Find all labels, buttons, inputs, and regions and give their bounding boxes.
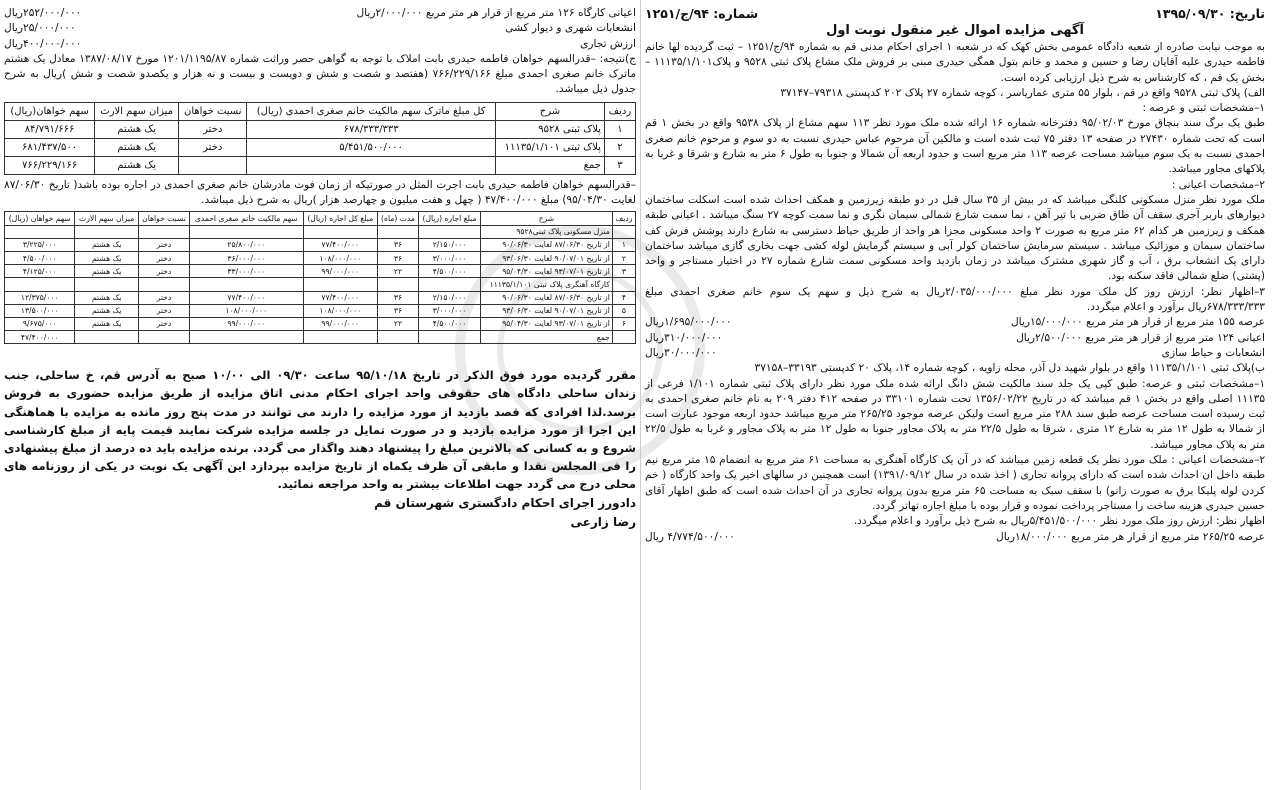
table-cell bbox=[418, 331, 480, 344]
table-cell: ۲ bbox=[612, 251, 635, 264]
number-label: شماره: ۹۴/ج/۱۲۵۱ bbox=[645, 6, 759, 21]
price-amount: ۳۰/۰۰۰/۰۰۰ریال bbox=[645, 346, 717, 359]
table-cell: ۷۷/۴۰۰/۰۰۰ bbox=[303, 291, 378, 304]
table-cell: ۳۶/۰۰۰/۰۰۰ bbox=[190, 251, 303, 264]
table-cell: یک هشتم bbox=[95, 156, 179, 174]
table-cell: جمع bbox=[496, 156, 605, 174]
table-cell bbox=[612, 331, 635, 344]
table-cell: دختر bbox=[138, 304, 189, 317]
table-cell: ۹۹/۰۰۰/۰۰۰ bbox=[303, 265, 378, 278]
table-row bbox=[5, 138, 636, 156]
table-cell: ۴۷/۴۰۰/۰۰۰ bbox=[5, 331, 75, 344]
table-row bbox=[5, 225, 636, 238]
table-cell bbox=[303, 225, 378, 238]
price-row bbox=[4, 21, 636, 36]
table-cell: ۶۷۸/۳۳۳/۳۳۳ bbox=[247, 120, 496, 138]
table-cell bbox=[190, 278, 303, 291]
table-cell bbox=[5, 278, 75, 291]
right-column bbox=[641, 0, 1273, 790]
table-row bbox=[5, 120, 636, 138]
table-row bbox=[5, 304, 636, 317]
price-label: اعیانی کارگاه ۱۲۶ متر مربع از قرار هر متر مربع ۲/۰۰۰/۰۰۰ریال bbox=[356, 7, 636, 19]
table-header-cell: سهم خواهان(ریال) bbox=[5, 102, 95, 120]
section-be: ب)پلاک ثبتی ۱۱۱۳۵/۱/۱۰۱ واقع در بلوار شهید دل آذر، محله زاویه ، کوچه شماره ۱۴، پلاک ۲۰ کدپستی ۳۳۱۹۳–۳۷۱۵۸ bbox=[754, 362, 1265, 375]
price-row bbox=[645, 315, 1265, 330]
table-cell: ۹۹/۰۰۰/۰۰۰ bbox=[190, 317, 303, 330]
table-cell: ۱۰۸/۰۰۰/۰۰۰ bbox=[303, 304, 378, 317]
price-row bbox=[4, 37, 636, 52]
table-cell: ۳ bbox=[612, 265, 635, 278]
table-cell bbox=[303, 331, 378, 344]
table-cell bbox=[378, 225, 419, 238]
table-cell: ۴/۵۰۰/۰۰۰ bbox=[418, 317, 480, 330]
table-cell: دختر bbox=[138, 251, 189, 264]
final-paragraph: مقرر گردیده مورد فوق الذکر در تاریخ ۹۵/۱۰/۱۸ ساعت ۰۹/۳۰ الی ۱۰/۰۰ صبح به آدرس قم، خ ساحلی، جنب زندان ساحلی دادگاه های حقوقی واحد اجرای احکام مدنی اتاق مزایده از طریق مزایده حضوری به فروش برسد.لذا افرادی که قصد بازدید از مورد مزایده را دارند می توانند در مدت پنج روز مانده به مزایده با هماهنگی این اجرا از مورد مزایده بازدید و در صورت تمایل در جلسه مزایده شرکت نمایند قیمت پایه از مبلغ کارشناسی شروع و به کسانی که بالاترین مبلغ را پیشنهاد دهند واگذار می گردد. برنده مزایده باید ده درصد از مبلغ پیشنهادی را فی المجلس نقدا و مابقی آن ظرف یکماه از تاریخ مزایده بپردازد این آگهی یک نوبت در یکی از روزنامه های محلی درج می گردد جهت اطلاعات بیشتر به واحد مراجعه نمائید. bbox=[4, 368, 636, 492]
table-cell: ۳۶ bbox=[378, 251, 419, 264]
price-label: اعیانی ۱۲۴ متر مربع از قرار هر متر مربع ۲/۵۰۰/۰۰۰ریال bbox=[1016, 331, 1265, 344]
table-cell: ۲۲ bbox=[378, 317, 419, 330]
signature-org: دادورز اجرای احکام دادگستری شهرستان قم bbox=[374, 495, 636, 510]
table-cell: دختر bbox=[179, 120, 247, 138]
price-row bbox=[645, 331, 1265, 346]
table-row bbox=[5, 156, 636, 174]
table-cell: ۵/۴۵۱/۵۰۰/۰۰۰ bbox=[247, 138, 496, 156]
table-cell bbox=[247, 156, 496, 174]
table-cell: یک هشتم bbox=[75, 265, 138, 278]
table-header-cell: سهم خواهان (ریال) bbox=[5, 212, 75, 225]
table-cell bbox=[75, 278, 138, 291]
price-amount: ۳۱۰/۰۰۰/۰۰۰ریال bbox=[645, 331, 723, 344]
table-cell: ۱ bbox=[612, 238, 635, 251]
price-label: انشعابات شهری و دیوار کشی bbox=[505, 22, 636, 35]
table-cell bbox=[138, 331, 189, 344]
table-cell bbox=[303, 278, 378, 291]
table-cell: ۹۹/۰۰۰/۰۰۰ bbox=[303, 317, 378, 330]
table-cell: ۳۳/۰۰۰/۰۰۰ bbox=[190, 265, 303, 278]
price-amount: ۱/۶۹۵/۰۰۰/۰۰۰ریال bbox=[645, 316, 732, 329]
price-label: انشعابات و حیاط سازی bbox=[1161, 346, 1265, 359]
table-cell: ۶ bbox=[612, 317, 635, 330]
table-cell: از تاریخ ۹۰/۰۷/۰۱ لغایت ۹۳/۰۶/۳۰ bbox=[481, 251, 613, 264]
table-cell: از تاریخ ۹۳/۰۷/۰۱ لغایت ۹۵/۰۴/۳۰ bbox=[481, 317, 613, 330]
table-cell: ۵ bbox=[612, 304, 635, 317]
section-b1-text: ۱–مشخصات ثبتی و عرصه: طبق کپی یک جلد سند مالکیت شش دانگ ارائه شده ملک مورد نظر دارای پلاک ثبتی شماره ۱/۱۰۱ فرعی از ۱۱۱۳۵ اصلی واقع در بخش ۱ قم میباشد که در تاریخ ۱۳۵۶/۰۲/۲۲ تحت شماره ۳۳۱۰۱ در صفحه ۴۱۲ دفتر ۲۰۹ به نام خانم صغری احمدی به ثبت رسیده است مساحت عرصه طبق سند ۲۸۸ متر مربع است ولیکن عرصه موجود ۲۶۵/۲۵ متر مربع میباشد حدود اربعه موجود عبارت است از شمالا به طول ۱۲ متر به شارع ۱۲ متری ، شرقا به طول ۲۲/۵ متر به پلاک مجاور جنوبا به طول ۱۲ متر به پلاک مجاور و غربا به طول ۲۲/۵ متر به پلاک مجاور میباشد. bbox=[645, 377, 1266, 451]
table-cell: ۹/۶۷۵/۰۰۰ bbox=[5, 317, 75, 330]
table-header-cell: شرح bbox=[481, 212, 613, 225]
table-cell: ۷۷/۴۰۰/۰۰۰ bbox=[303, 238, 378, 251]
signature-name: رضا زارعی bbox=[570, 514, 636, 529]
price-list-a bbox=[645, 315, 1265, 361]
table-cell: کارگاه آهنگری پلاک ثبتی ۱۱۱۳۵/۱/۱۰۱ bbox=[481, 278, 613, 291]
price-row bbox=[645, 530, 1265, 545]
table-header-cell: مبلغ کل اجاره (ریال) bbox=[303, 212, 378, 225]
date-label: تاریخ: ۱۳۹۵/۰۹/۳۰ bbox=[1155, 6, 1265, 21]
table-cell: یک هشتم bbox=[95, 138, 179, 156]
table-cell bbox=[179, 156, 247, 174]
table-cell: جمع bbox=[481, 331, 613, 344]
table-cell: ۲/۱۵۰/۰۰۰ bbox=[418, 291, 480, 304]
table-cell bbox=[612, 278, 635, 291]
table-cell bbox=[138, 278, 189, 291]
price-amount: ۴/۷۷۴/۵۰۰/۰۰۰ ریال bbox=[645, 530, 735, 543]
table-row bbox=[5, 251, 636, 264]
table-cell: ۳۶ bbox=[378, 304, 419, 317]
price-amount: ۴۰۰/۰۰۰/۰۰۰ریال bbox=[4, 37, 82, 50]
table-header-cell: میزان سهم الارث bbox=[75, 212, 138, 225]
rent-share-table bbox=[4, 211, 636, 344]
header-row bbox=[645, 6, 1265, 21]
price-label: عرصه ۲۶۵/۲۵ متر مربع از قرار هر متر مربع ۱۸/۰۰۰/۰۰۰ریال bbox=[996, 530, 1265, 543]
section-b3-text: اظهار نظر: ارزش روز ملک مورد نظر ۵/۴۵۱/۵۰۰/۰۰۰ریال به شرح ذیل برآورد و اعلام میگردد. bbox=[853, 515, 1265, 528]
table-cell: ۴/۵۰۰/۰۰۰ bbox=[5, 251, 75, 264]
section-alef: الف) پلاک ثبتی ۹۵۲۸ واقع در قم ، بلوار ۵۵ متری عماریاسر ، کوچه شماره ۲۷ پلاک ۲۰۲ کدپستی ۷۹۳۱۸–۳۷۱۴۷ bbox=[780, 86, 1265, 99]
table-cell: ۳/۰۰۰/۰۰۰ bbox=[418, 251, 480, 264]
table-cell: دختر bbox=[138, 291, 189, 304]
table-cell: یک هشتم bbox=[75, 251, 138, 264]
rent-paragraph: –قدرالسهم خواهان فاطمه حیدری بابت اجرت المثل در صورتیکه از زمان فوت مادرشان خانم صغری احمدی در اجاره بوده باشد( تاریخ ۸۷/۰۶/۳۰ لغایت ۹۵/۰۴/۳۰) مبلغ ۴۷/۴۰۰/۰۰۰ ( چهل و هفت میلیون و چهارصد هزار )ریال به شرح ذیل میباشد. bbox=[4, 178, 636, 207]
table-cell: ۱۲/۳۷۵/۰۰۰ bbox=[5, 291, 75, 304]
table-cell bbox=[190, 331, 303, 344]
table-cell: ۱۰۸/۰۰۰/۰۰۰ bbox=[303, 251, 378, 264]
price-list-top bbox=[4, 6, 636, 52]
table-header-cell: ردیف bbox=[612, 212, 635, 225]
price-list-b bbox=[645, 530, 1265, 545]
table-cell: ۶۸۱/۴۳۷/۵۰۰ bbox=[5, 138, 95, 156]
table-cell: ۱۰۸/۰۰۰/۰۰۰ bbox=[190, 304, 303, 317]
table-header-cell: شرح bbox=[496, 102, 605, 120]
table-row bbox=[5, 265, 636, 278]
price-label: ارزش تجاری bbox=[580, 37, 636, 50]
price-row bbox=[4, 6, 636, 21]
table-header-cell: مبلغ اجاره (ریال) bbox=[418, 212, 480, 225]
table-cell: ۳۶ bbox=[378, 238, 419, 251]
table-cell bbox=[418, 225, 480, 238]
section-2-text: ملک مورد نظر منزل مسکونی کلنگی میباشد که در بیش از ۳۵ سال قبل در دو طبقه زیرزمین و همکف احداث شده است اسکلت ساختمان دیوارهای باربر آجری سقف آن طاق ضربی با تیر آهن ، نما سمت شارع شمالی سیمان نگری و نما سمت کوچه ۲۷ سنگ میباشد . اعیانی طبقه همکف و زیرزمین هر کدام ۶۲ متر مربع به صورت ۲ واحد مسکونی مجزا هر واحد از طریق حیاط دسترسی به شارع دارند پوشش فرش کف ساختمان سیمان و موزائیک میباشد . سیستم سرمایش ساختمان کولر آبی و سیستم گرمایش لوله کشی جهت بخاری گازی میباشد ساختمان دارای یک انشعاب برق ، آب و گاز شهری مشترک میباشد در زمان بازدید واحد مسکونی سمت شارع شماره ۲۷ در اختیار مستاجر و واحد (پشتی) ضلع شمالی فاقد سکنه بود. bbox=[645, 193, 1265, 283]
table-cell: پلاک ثبتی ۱۱۱۳۵/۱/۱۰۱ bbox=[496, 138, 605, 156]
final-notice bbox=[4, 366, 636, 493]
price-amount: ۲۵۲/۰۰۰/۰۰۰ریال bbox=[4, 7, 82, 19]
section-1-text: طبق یک برگ سند بنچاق مورخ ۹۵/۰۲/۰۳ دفترخانه شماره ۱۶ ارائه شده ملک مورد نظر ۱۱۳ سهم مشاع از پلاک ۹۵۳۸ واقع در بخش ۱ قم است که تحت شماره ۲۷۴۳۰ در صفحه ۱۳ دفتر ۷۵ ثبت شده است و مالکین آن مرحوم عباس حیدری نسبت به دو سوم و مرحوم خانم صغری احمدی نسبت به یک سوم میباشد مساحت عرصه ۱۱۳ متر مربع است و حدود اربعه آن شمالا و جنوبا به طول ۶ متر به شارع و شرقا و غربا به پلاکهای مجاور میباشد. bbox=[645, 117, 1265, 176]
notice-title: آگهی مزایده اموال غیر منقول نوبت اول bbox=[826, 23, 1084, 38]
table-cell: یک هشتم bbox=[75, 317, 138, 330]
table-row bbox=[5, 278, 636, 291]
table-cell: ۱۳/۵۰۰/۰۰۰ bbox=[5, 304, 75, 317]
table-cell: از تاریخ ۸۷/۰۶/۳۰ لغایت ۹۰/۰۶/۳۰ bbox=[481, 291, 613, 304]
table-cell bbox=[138, 225, 189, 238]
table-cell: از تاریخ ۸۷/۰۶/۳۰ لغایت ۹۰/۰۶/۳۰ bbox=[481, 238, 613, 251]
section-3-text: ۳–اظهار نظر: ارزش روز کل ملک مورد نظر مبلغ ۲/۰۳۵/۰۰۰/۰۰۰ریال به شرح ذیل و سهم یک سوم خانم صغری احمدی مبلغ ۶۷۸/۳۳۳/۳۳۳ریال برآورد و اعلام میگردد. bbox=[645, 285, 1265, 314]
table-cell: ۳ bbox=[604, 156, 635, 174]
table-header-cell: میزان سهم الارث bbox=[95, 102, 179, 120]
price-amount: ۲۵/۰۰۰/۰۰۰ریال bbox=[4, 22, 76, 35]
table-row bbox=[5, 331, 636, 344]
table-header-cell: مدت (ماه) bbox=[378, 212, 419, 225]
table-header-cell: کل مبلغ ماترک سهم مالکیت خانم صغری احمدی (ریال) bbox=[247, 102, 496, 120]
table-cell: ۲۲ bbox=[378, 265, 419, 278]
table-cell: ۳/۲۲۵/۰۰۰ bbox=[5, 238, 75, 251]
table-cell: دختر bbox=[138, 238, 189, 251]
intro-paragraph: به موجب نیابت صادره از شعبه دادگاه عمومی بخش کهک که در شعبه ۱ اجرای احکام مدنی قم به شماره ۹۴/ج/۱۲۵۱ – ثبت گردیده لها خانم فاطمه حیدری علیه آقایان رضا و حسین و محمد و خانم بتول همگی حیدری مبنی بر فروش ملک مشاع پلاک ثبتی ۹۵۲۸ و پلاک۱۱۱۳۵/۱/۱۰۱ – بخش یک قم ، که کارشناس به شرح ذیل ارزیابی کرده است. bbox=[645, 41, 1265, 84]
table-header-cell: ردیف bbox=[604, 102, 635, 120]
price-row bbox=[645, 346, 1265, 361]
table-row bbox=[5, 238, 636, 251]
table-cell: پلاک ثبتی ۹۵۲۸ bbox=[496, 120, 605, 138]
table-cell: دختر bbox=[138, 265, 189, 278]
result-paragraph: ج)نتیجه: –قدرالسهم خواهان فاطمه حیدری بابت املاک با توجه به گواهی حصر وراثت شماره ۱۲۰۱/۱۱۹۵/۸۷ مورخ ۱۳۸۷/۰۸/۱۷ معادل یک هشتم ماترک خانم صغری احمدی مبلغ ۷۶۶/۲۲۹/۱۶۶ (هفتصد و شصت و شش و دویست و بیست و نه هزار و یکصدو شصت و شش )ریال به شرح جدول ذیل میباشد. bbox=[4, 52, 636, 96]
table-cell: ۷۷/۴۰۰/۰۰۰ bbox=[190, 291, 303, 304]
table-cell bbox=[378, 278, 419, 291]
table-cell bbox=[5, 225, 75, 238]
table-cell: ۲ bbox=[604, 138, 635, 156]
table-header-cell: سهم مالکیت خانم صغری احمدی bbox=[190, 212, 303, 225]
table-cell bbox=[612, 225, 635, 238]
table-cell bbox=[418, 278, 480, 291]
table-cell: ۴/۱۲۵/۰۰۰ bbox=[5, 265, 75, 278]
price-label: عرصه ۱۵۵ متر مربع از قرار هر متر مربع ۱۵/۰۰۰/۰۰۰ریال bbox=[1010, 316, 1265, 329]
table-cell bbox=[190, 225, 303, 238]
table-row bbox=[5, 317, 636, 330]
table-cell: ۲۵/۸۰۰/۰۰۰ bbox=[190, 238, 303, 251]
table-cell: ۸۴/۷۹۱/۶۶۶ bbox=[5, 120, 95, 138]
table-header-cell: نسبت خواهان bbox=[179, 102, 247, 120]
table-header-cell: نسبت خواهان bbox=[138, 212, 189, 225]
table-cell: یک هشتم bbox=[75, 238, 138, 251]
section-1-title: ۱–مشخصات ثبتی و عرصه : bbox=[1142, 102, 1265, 115]
table-cell: ۲/۱۵۰/۰۰۰ bbox=[418, 238, 480, 251]
table-cell: ۳۶ bbox=[378, 291, 419, 304]
table-cell bbox=[75, 225, 138, 238]
table-cell: یک هشتم bbox=[75, 291, 138, 304]
table-cell: یک هشتم bbox=[95, 120, 179, 138]
table-cell bbox=[378, 331, 419, 344]
section-2-title: ۲–مشخصات اعیانی : bbox=[1171, 178, 1265, 191]
table-cell: ۳/۰۰۰/۰۰۰ bbox=[418, 304, 480, 317]
table-cell: ۴/۵۰۰/۰۰۰ bbox=[418, 265, 480, 278]
table-cell: از تاریخ ۹۳/۰۷/۰۱ لغایت ۹۵/۰۴/۳۰ bbox=[481, 265, 613, 278]
table-cell: دختر bbox=[179, 138, 247, 156]
table-cell bbox=[75, 331, 138, 344]
table-row bbox=[5, 291, 636, 304]
table-cell: ۴ bbox=[612, 291, 635, 304]
table-cell: دختر bbox=[138, 317, 189, 330]
table-cell: از تاریخ ۹۰/۰۷/۰۱ لغایت ۹۳/۰۶/۳۰ bbox=[481, 304, 613, 317]
section-b2-text: ۲–مشخصات اعیانی : ملک مورد نظر یک قطعه زمین میباشد که در آن یک کارگاه آهنگری به مساحت ۶۱ متر مربع به انضمام ۱۵ متر مربع نیم طبقه داخل ان احداث شده است که دارای پروانه تجاری ( اخذ شده در سال ۱۳۹۱/۰۹/۱۲) است همچنین در سالهای اخیر یک واحد کارگاه ( خم کردن لوله پلیکا برق به صورت زانو) با سقف سبک به مساحت ۶۵ متر مربع بدون پروانه تجاری در آن احداث شده است که طبق اظهار آقای حسین حیدری هزینه ساخت را مستاجر پرداخت نموده و قرار بوده با مبلغ اجاره تهاتر گردد. bbox=[645, 454, 1266, 512]
table-cell: ۷۶۶/۲۲۹/۱۶۶ bbox=[5, 156, 95, 174]
heir-share-table bbox=[4, 102, 636, 175]
table-cell: ۱ bbox=[604, 120, 635, 138]
table-cell: منزل مسکونی پلاک ثبتی۹۵۲۸ bbox=[481, 225, 613, 238]
table-cell: یک هشتم bbox=[75, 304, 138, 317]
